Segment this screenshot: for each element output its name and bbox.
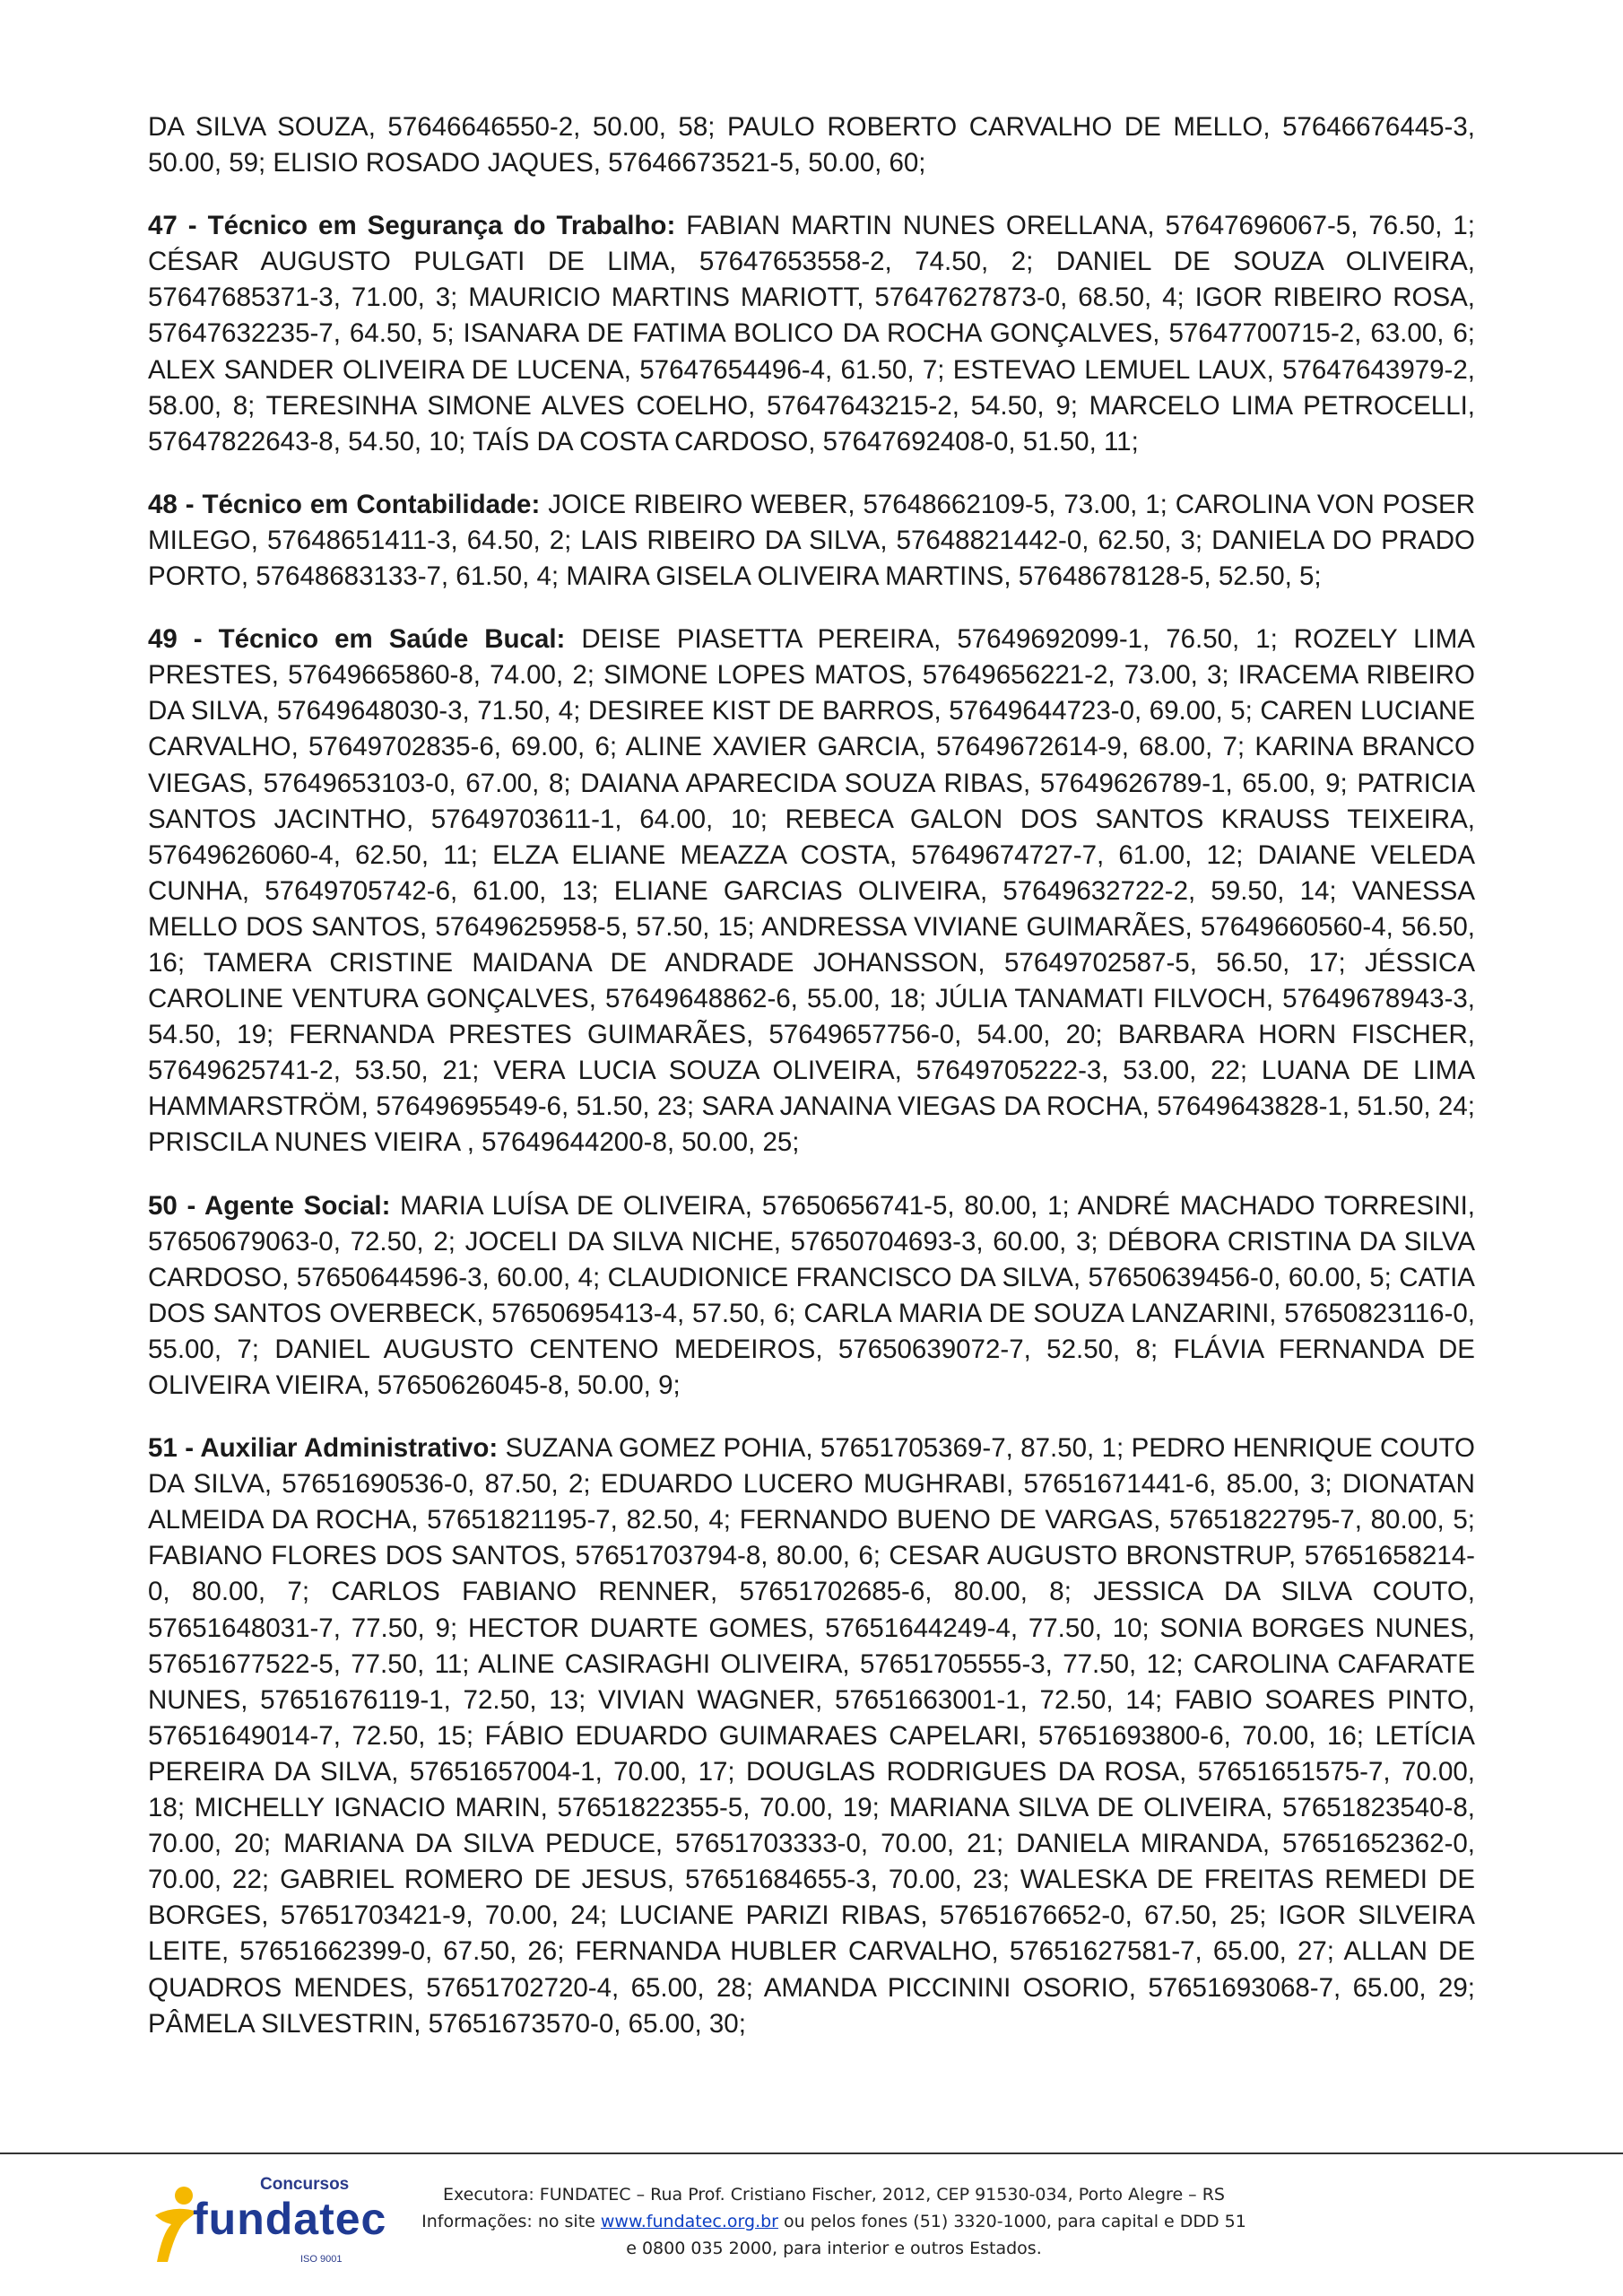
section-heading: 51 - Auxiliar Administrativo: (148, 1433, 506, 1464)
section-text: MARIA LUÍSA DE OLIVEIRA, 57650656741-5, 80.00, 1; ANDRÉ MACHADO TORRESINI, 57650679063-0, 72.50, 2; JOCELI DA SILVA NICHE, 57650704693-3, 60.00, 3; DÉBORA CRISTINA DA SILVA CARDOSO, 57650644596-3, 60.00, 4; CLAUDIONICE FRANCISCO DA SILVA, 57650639456-0, 60.00, 5; CATIA DOS SANTOS OVERBECK, 57650695413-4, 57.50, 6; CARLA MARIA DE SOUZA LANZARINI, 57650823116-0, 55.00, 7; DANIEL AUGUSTO CENTENO MEDEIROS, 57650639072-7, 52.50, 8; FLÁVIA FERNANDA DE OLIVEIRA VIEIRA, 57650626045-8, 50.00, 9; (148, 1190, 1476, 1400)
section-heading: 50 - Agente Social: (148, 1190, 401, 1221)
footer-contact-suffix: ou pelos fones (51) 3320-1000, para capital e DDD 51 (777, 2212, 1246, 2231)
logo-iso-text: ISO 9001 (300, 2254, 343, 2265)
footer-website-link[interactable]: www.fundatec.org.br (600, 2212, 778, 2231)
section-text: FABIAN MARTIN NUNES ORELLANA, 57647696067-5, 76.50, 1; CÉSAR AUGUSTO PULGATI DE LIMA, 57647653558-2, 74.50, 2; DANIEL DE SOUZA OLIVEIRA, 57647685371-3, 71.00, 3; MAURICIO MARTINS MARIOTT, 57647627873-0, 68.50, 4; IGOR RIBEIRO ROSA, 57647632235-7, 64.50, 5; ISANARA DE FATIMA BOLICO DA ROCHA GONÇALVES, 57647700715-2, 63.00, 6; ALEX SANDER OLIVEIRA DE LUCENA, 57647654496-4, 61.50, 7; ESTEVAO LEMUEL LAUX, 57647643979-2, 58.00, 8; TERESINHA SIMONE ALVES COELHO, 57647643215-2, 54.50, 9; MARCELO LIMA PETROCELLI, 57647822643-8, 54.50, 10; TAÍS DA COSTA CARDOSO, 57647692408-0, 51.50, 11; (148, 211, 1475, 457)
logo-small-text: Concursos (260, 2175, 350, 2194)
fundatec-logo (148, 2175, 387, 2274)
intro-paragraph: DA SILVA SOUZA, 57646646550-2, 50.00, 58; PAULO ROBERTO CARVALHO DE MELLO, 57646676445-3, 50.00, 59; ELISIO ROSADO JAQUES, 57646673521-5, 50.00, 60; (148, 112, 1475, 178)
footer-phone: e 0800 035 2000, para interior e outros Estados. (626, 2239, 1042, 2258)
section-49 (148, 622, 1475, 1161)
section-text: SUZANA GOMEZ POHIA, 57651705369-7, 87.50, 1; PEDRO HENRIQUE COUTO DA SILVA, 57651690536-0, 87.50, 2; EDUARDO LUCERO MUGHRABI, 57651671441-6, 85.00, 3; DIONATAN ALMEIDA DA ROCHA, 57651821195-7, 82.50, 4; FERNANDO BUENO DE VARGAS, 57651822795-7, 80.00, 5; FABIANO FLORES DOS SANTOS, 57651703794-8, 80.00, 6; CESAR AUGUSTO BRONSTRUP, 57651658214-0, 80.00, 7; CARLOS FABIANO RENNER, 57651702685-6, 80.00, 8; JESSICA DA SILVA COUTO, 57651648031-7, 77.50, 9; HECTOR DUARTE GOMES, 57651644249-4, 77.50, 10; SONIA BORGES NUNES, 57651677522-5, 77.50, 11; ALINE CASIRAGHI OLIVEIRA, 57651705555-3, 77.50, 12; CAROLINA CAFARATE NUNES, 57651676119-1, 72.50, 13; VIVIAN WAGNER, 57651663001-1, 72.50, 14; FABIO SOARES PINTO, 57651649014-7, 72.50, 15; FÁBIO EDUARDO GUIMARAES CAPELARI, 57651693800-6, 70.00, 16; LETÍCIA PEREIRA DA SILVA, 57651657004-1, 70.00, 17; DOUGLAS RODRIGUES DA ROSA, 57651651575-7, 70.00, 18; MICHELLY IGNACIO MARIN, 57651822355-5, 70.00, 19; MARIANA SILVA DE OLIVEIRA, 57651823540-8, 70.00, 20; MARIANA DA SILVA PEDUCE, 57651703333-0, 70.00, 21; DANIELA MIRANDA, 57651652362-0, 70.00, 22; GABRIEL ROMERO DE JESUS, 57651684655-3, 70.00, 23; WALESKA DE FREITAS REMEDI DE BORGES, 57651703421-9, 70.00, 24; LUCIANE PARIZI RIBAS, 57651676652-0, 67.50, 25; IGOR SILVEIRA LEITE, 57651662399-0, 67.50, 26; FERNANDA HUBLER CARVALHO, 57651627581-7, 65.00, 27; ALLAN DE QUADROS MENDES, 57651702720-4, 65.00, 28; AMANDA PICCININI OSORIO, 57651693068-7, 65.00, 29; PÂMELA SILVESTRIN, 57651673570-0, 65.00, 30; (148, 1433, 1475, 2039)
footer-divider (0, 2152, 1623, 2154)
footer-info (377, 2181, 1291, 2262)
footer-contact-prefix: Informações: no site (421, 2212, 601, 2231)
section-heading: 48 - Técnico em Contabilidade: (148, 489, 549, 519)
logo-brand-text: fundatec (193, 2194, 387, 2244)
section-text: DEISE PIASETTA PEREIRA, 57649692099-1, 76.50, 1; ROZELY LIMA PRESTES, 57649665860-8, 74.00, 2; SIMONE LOPES MATOS, 57649656221-2, 73.00, 3; IRACEMA RIBEIRO DA SILVA, 57649648030-3, 71.50, 4; DESIREE KIST DE BARROS, 57649644723-0, 69.00, 5; CAREN LUCIANE CARVALHO, 57649702835-6, 69.00, 6; ALINE XAVIER GARCIA, 57649672614-9, 68.00, 7; KARINA BRANCO VIEGAS, 57649653103-0, 67.00, 8; DAIANA APARECIDA SOUZA RIBAS, 57649626789-1, 65.00, 9; PATRICIA SANTOS JACINTHO, 57649703611-1, 64.00, 10; REBECA GALON DOS SANTOS KRAUSS TEIXEIRA, 57649626060-4, 62.50, 11; ELZA ELIANE MEAZZA COSTA, 57649674727-7, 61.00, 12; DAIANE VELEDA CUNHA, 57649705742-6, 61.00, 13; ELIANE GARCIAS OLIVEIRA, 57649632722-2, 59.50, 14; VANESSA MELLO DOS SANTOS, 57649625958-5, 57.50, 15; ANDRESSA VIVIANE GUIMARÃES, 57649660560-4, 56.50, 16; TAMERA CRISTINE MAIDANA DE ANDRADE JOHANSSON, 57649702587-5, 56.50, 17; JÉSSICA CAROLINE VENTURA GONÇALVES, 57649648862-6, 55.00, 18; JÚLIA TANAMATI FILVOCH, 57649678943-3, 54.50, 19; FERNANDA PRESTES GUIMARÃES, 57649657756-0, 54.00, 20; BARBARA HORN FISCHER, 57649625741-2, 53.50, 21; VERA LUCIA SOUZA OLIVEIRA, 57649705222-3, 53.00, 22; LUANA DE LIMA HAMMARSTRÖM, 57649695549-6, 51.50, 23; SARA JANAINA VIEGAS DA ROCHA, 57649643828-1, 51.50, 24; PRISCILA NUNES VIEIRA , 57649644200-8, 50.00, 25; (148, 624, 1475, 1158)
section-heading: 47 - Técnico em Segurança do Trabalho: (148, 211, 687, 241)
section-heading: 49 - Técnico em Saúde Bucal: (148, 624, 582, 655)
section-50 (148, 1188, 1475, 1405)
section-51 (148, 1431, 1475, 2042)
section-47 (148, 208, 1475, 460)
section-text: JOICE RIBEIRO WEBER, 57648662109-5, 73.00, 1; CAROLINA VON POSER MILEGO, 57648651411-3, 64.50, 2; LAIS RIBEIRO DA SILVA, 57648821442-0, 62.50, 3; DANIELA DO PRADO PORTO, 57648683133-7, 61.50, 4; MAIRA GISELA OLIVEIRA MARTINS, 57648678128-5, 52.50, 5; (148, 489, 1475, 592)
footer-contact (377, 2208, 1291, 2235)
document-body (148, 109, 1475, 2069)
footer-address: Executora: FUNDATEC – Rua Prof. Cristiano Fischer, 2012, CEP 91530-034, Porto Alegre – RS (443, 2185, 1225, 2205)
section-48 (148, 487, 1475, 595)
